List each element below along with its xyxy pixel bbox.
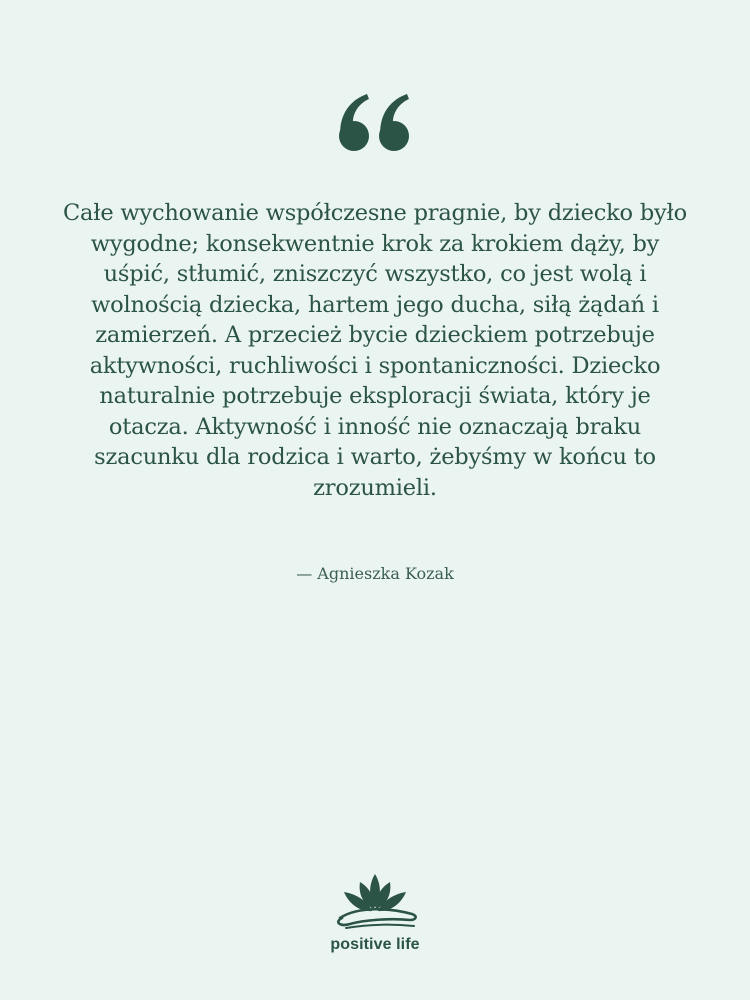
brand-logo xyxy=(0,868,750,954)
brand-name: positive life xyxy=(330,936,420,953)
quote-text: Całe wychowanie współczesne pragnie, by dziecko było wygodne; konsekwentnie krok za krokiem dąży, by uśpić, stłumić, zniszczyć wszystko, co jest wolą i wolnością dziecka, hartem jego ducha, siłą żądań i zamierzeń. A przecież bycie dzieckiem potrzebuje aktywności, ruchliwości i spontaniczności. Dziecko naturalnie potrzebuje eksploracji świata, który je otacza. Aktywność i inność nie oznaczają braku szacunku dla rodzica i warto, żebyśmy w końcu to zrozumieli. xyxy=(63,200,687,501)
lotus-icon xyxy=(320,868,430,934)
quote-author: — Agnieszka Kozak xyxy=(296,564,454,583)
quotation-mark-icon xyxy=(337,92,413,152)
